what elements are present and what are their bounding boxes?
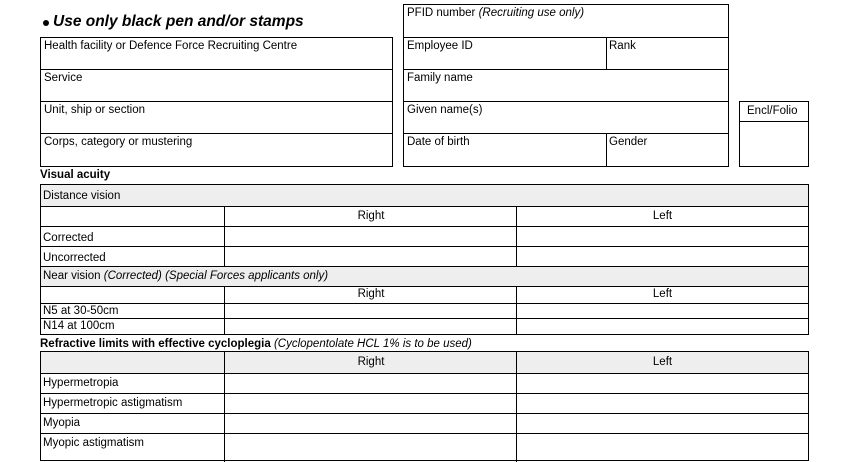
gender-label: Gender [609, 136, 648, 148]
encl-folio-label: Encl/Folio [747, 105, 798, 117]
myopic-astigmatism-left-input[interactable] [517, 434, 808, 453]
distance-left-header: Left [652, 210, 673, 222]
hypermetropia-left-input[interactable] [517, 374, 808, 393]
corrected-left-input[interactable] [517, 227, 808, 246]
corps-field[interactable] [40, 133, 393, 167]
near-header-row [41, 287, 808, 303]
health-facility-label: Health facility or Defence Force Recruiting Centre [44, 40, 298, 52]
pfid-label-text: PFID number [407, 7, 476, 19]
family-name-field[interactable] [403, 69, 729, 102]
myopia-label: Myopia [43, 417, 81, 429]
instruction-heading: Use only black pen and/or stamps [53, 13, 304, 30]
pfid-label [407, 6, 584, 20]
near-vision-row [41, 267, 808, 286]
health-facility-field[interactable] [40, 37, 393, 70]
hypermetropic-astigmatism-right-input[interactable] [225, 394, 516, 413]
n14-label: N14 at 100cm [43, 320, 115, 332]
uncorrected-left-input[interactable] [517, 247, 808, 266]
visual-acuity-title: Visual acuity [40, 169, 111, 181]
refractive-title [40, 337, 472, 351]
family-name-label: Family name [407, 72, 473, 84]
distance-vision-row [41, 185, 808, 206]
service-field[interactable] [40, 69, 393, 102]
distance-right-header: Right [357, 210, 385, 222]
hypermetropia-label: Hypermetropia [43, 377, 119, 389]
corps-label: Corps, category or mustering [44, 136, 193, 148]
bullet-icon [43, 20, 49, 26]
uncorrected-label: Uncorrected [43, 252, 106, 264]
rank-field[interactable] [606, 37, 729, 70]
corrected-right-input[interactable] [225, 227, 516, 246]
refractive-title-text: Refractive limits with effective cycloplegia [40, 338, 271, 350]
service-label: Service [44, 72, 83, 84]
encl-folio-header [739, 101, 809, 122]
n14-right-input[interactable] [225, 319, 516, 334]
myopic-astigmatism-label: Myopic astigmatism [43, 437, 144, 449]
gender-field[interactable] [606, 133, 729, 167]
refractive-left-header: Left [652, 356, 673, 368]
visual-acuity-table [40, 184, 809, 335]
unit-label: Unit, ship or section [44, 104, 145, 116]
near-right-header: Right [357, 288, 385, 300]
given-names-label: Given name(s) [407, 104, 483, 116]
refractive-header-row [41, 352, 808, 373]
n5-label: N5 at 30-50cm [43, 305, 119, 317]
date-of-birth-field[interactable] [403, 133, 607, 167]
hypermetropic-astigmatism-left-input[interactable] [517, 394, 808, 413]
refractive-note: (Cyclopentolate HCL 1% is to be used) [273, 338, 472, 350]
n14-left-input[interactable] [517, 319, 808, 334]
n5-right-input[interactable] [225, 304, 516, 318]
myopia-right-input[interactable] [225, 414, 516, 433]
date-of-birth-label: Date of birth [407, 136, 470, 148]
employee-id-field[interactable] [403, 37, 607, 70]
hypermetropia-right-input[interactable] [225, 374, 516, 393]
pfid-note: (Recruiting use only) [478, 7, 585, 19]
refractive-right-header: Right [357, 356, 385, 368]
near-vision-note: (Corrected) (Special Forces applicants only) [103, 270, 329, 282]
corrected-label: Corrected [43, 232, 94, 244]
myopic-astigmatism-right-input[interactable] [225, 434, 516, 453]
given-names-field[interactable] [403, 101, 729, 134]
myopia-left-input[interactable] [517, 414, 808, 433]
refractive-table [40, 351, 809, 461]
distance-header-row [41, 207, 808, 226]
hypermetropic-astigmatism-label: Hypermetropic astigmatism [43, 397, 183, 409]
unit-field[interactable] [40, 101, 393, 134]
pfid-field[interactable] [403, 4, 729, 38]
distance-vision-label: Distance vision [43, 190, 121, 202]
uncorrected-right-input[interactable] [225, 247, 516, 266]
employee-id-label: Employee ID [407, 40, 473, 52]
n5-left-input[interactable] [517, 304, 808, 318]
near-left-header: Left [652, 288, 673, 300]
encl-folio-box[interactable] [739, 101, 809, 167]
near-vision-label-text: Near vision [43, 270, 101, 282]
rank-label: Rank [609, 40, 636, 52]
near-vision-label [43, 269, 328, 283]
